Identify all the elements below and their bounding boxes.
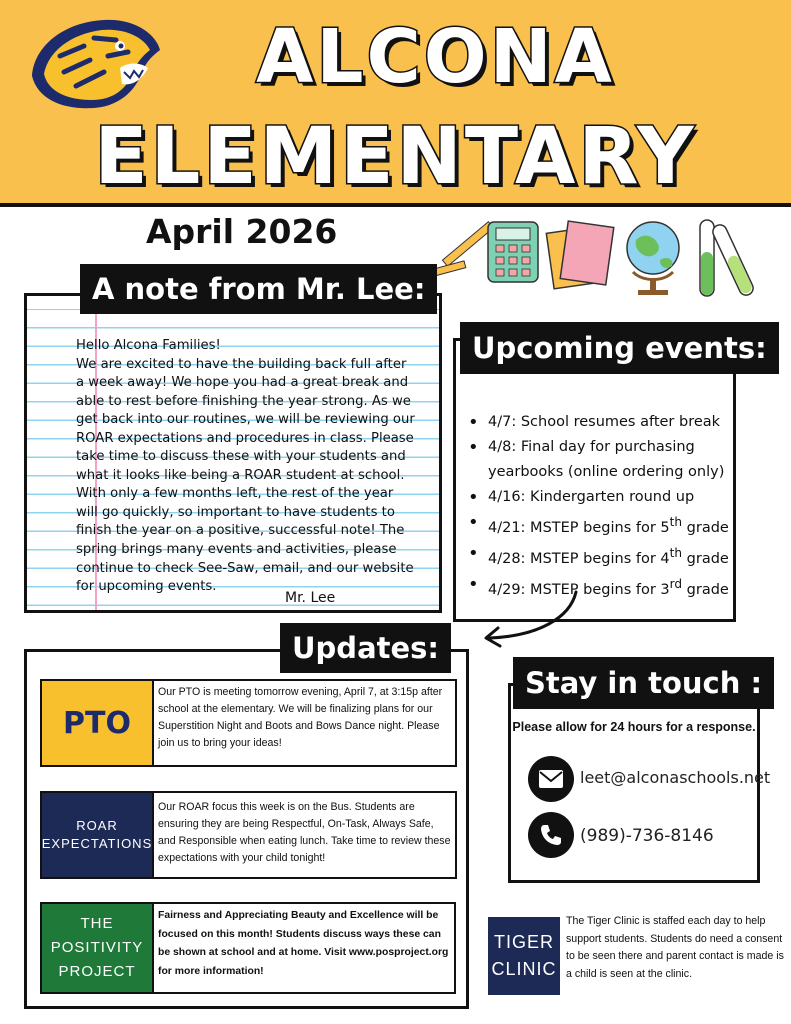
updates-heading: Updates: — [280, 623, 451, 673]
curved-arrow-icon — [478, 588, 588, 658]
tiger-clinic-tag: TIGER CLINIC — [488, 917, 560, 995]
note-line: Hello Alcona Families! — [76, 338, 221, 353]
note-line: able to rest before finishing the year strong. As we — [76, 393, 411, 409]
note-body — [76, 337, 434, 597]
tiger-clinic-text: The Tiger Clinic is staffed each day to help support students. Students do need a consent to be seen there and parent contact is made is a child is seen at the clinic. — [566, 915, 784, 980]
event-item: • 4/16: Kindergarten round up — [466, 485, 736, 510]
events-heading: Upcoming events: — [460, 322, 779, 374]
note-heading: A note from Mr. Lee: — [80, 264, 437, 314]
note-line: for upcoming events. — [76, 579, 217, 595]
month-heading: April 2026 — [146, 212, 338, 251]
event-item: • 4/21: MSTEP begins for 5th grade — [466, 510, 736, 541]
note-line: With only a few months left, the rest of the year — [76, 486, 394, 502]
pto-tag: PTO — [40, 679, 154, 767]
note-line: a week away! We hope you had a great break and — [76, 375, 409, 391]
note-line: finish the year on a positive, successful note! The — [76, 523, 405, 539]
response-note: Please allow for 24 hours for a response. — [512, 720, 756, 734]
email-link[interactable]: leet@alconaschools.net — [580, 768, 771, 787]
globe-icon — [627, 222, 679, 295]
calculator-icon — [488, 222, 538, 282]
positivity-tag: THE POSITIVITY PROJECT — [40, 902, 154, 994]
note-line: will go quickly, so important to have students to — [76, 504, 395, 520]
school-supplies-illustration — [408, 212, 768, 302]
email-icon — [528, 756, 574, 802]
event-item: • 4/8: Final day for purchasing yearbooks (online ordering only) — [466, 435, 736, 485]
notebooks-icon — [546, 221, 613, 289]
title-line-2: ELEMENTARY — [94, 112, 697, 202]
note-line: spring brings many events and activities, please — [76, 542, 397, 558]
test-tube-icon — [700, 220, 755, 297]
event-item: • 4/28: MSTEP begins for 4th grade — [466, 541, 736, 572]
phone-icon — [528, 812, 574, 858]
note-line: continue to check See-Saw, email, and our website — [76, 560, 414, 576]
phone-link[interactable]: (989)-736-8146 — [580, 826, 714, 846]
pto-text: Our PTO is meeting tomorrow evening, April 7, at 3:15p after school at the elementary. We will be finalizing plans for our Superstition Night and Boots and Bows Dance night. Please join us to bring your ideas! — [158, 686, 443, 749]
title-line-1: ALCONA — [256, 14, 615, 100]
note-line: get back into our routines, we will be reviewing our — [76, 412, 415, 428]
roar-tag: ROAR EXPECTATIONS — [40, 791, 154, 879]
contact-heading: Stay in touch : — [513, 657, 774, 709]
note-line: We are excited to have the building back full after — [76, 356, 407, 372]
event-item: • 4/29: MSTEP begins for 3rd grade — [466, 572, 736, 603]
roar-text: Our ROAR focus this week is on the Bus. Students are ensuring they are being Respectful, On-Task, Always Safe, and Responsible when eating lunch. Take time to review these expectations with your child tonight! — [158, 801, 451, 864]
header-divider — [0, 203, 791, 207]
events-list — [466, 410, 736, 602]
note-signature: Mr. Lee — [285, 590, 336, 606]
note-line: ROAR expectations and procedures in class. Please — [76, 430, 414, 446]
event-item: • 4/7: School resumes after break — [466, 410, 736, 435]
positivity-text: Fairness and Appreciating Beauty and Excellence will be focused on this month! Students discuss ways these can be shown at school and at home. Visit www.posproject.org for more information! — [158, 910, 449, 977]
note-line: what it looks like being a ROAR student at school. — [76, 467, 405, 483]
note-line: take time to discuss these with your students and — [76, 449, 406, 465]
